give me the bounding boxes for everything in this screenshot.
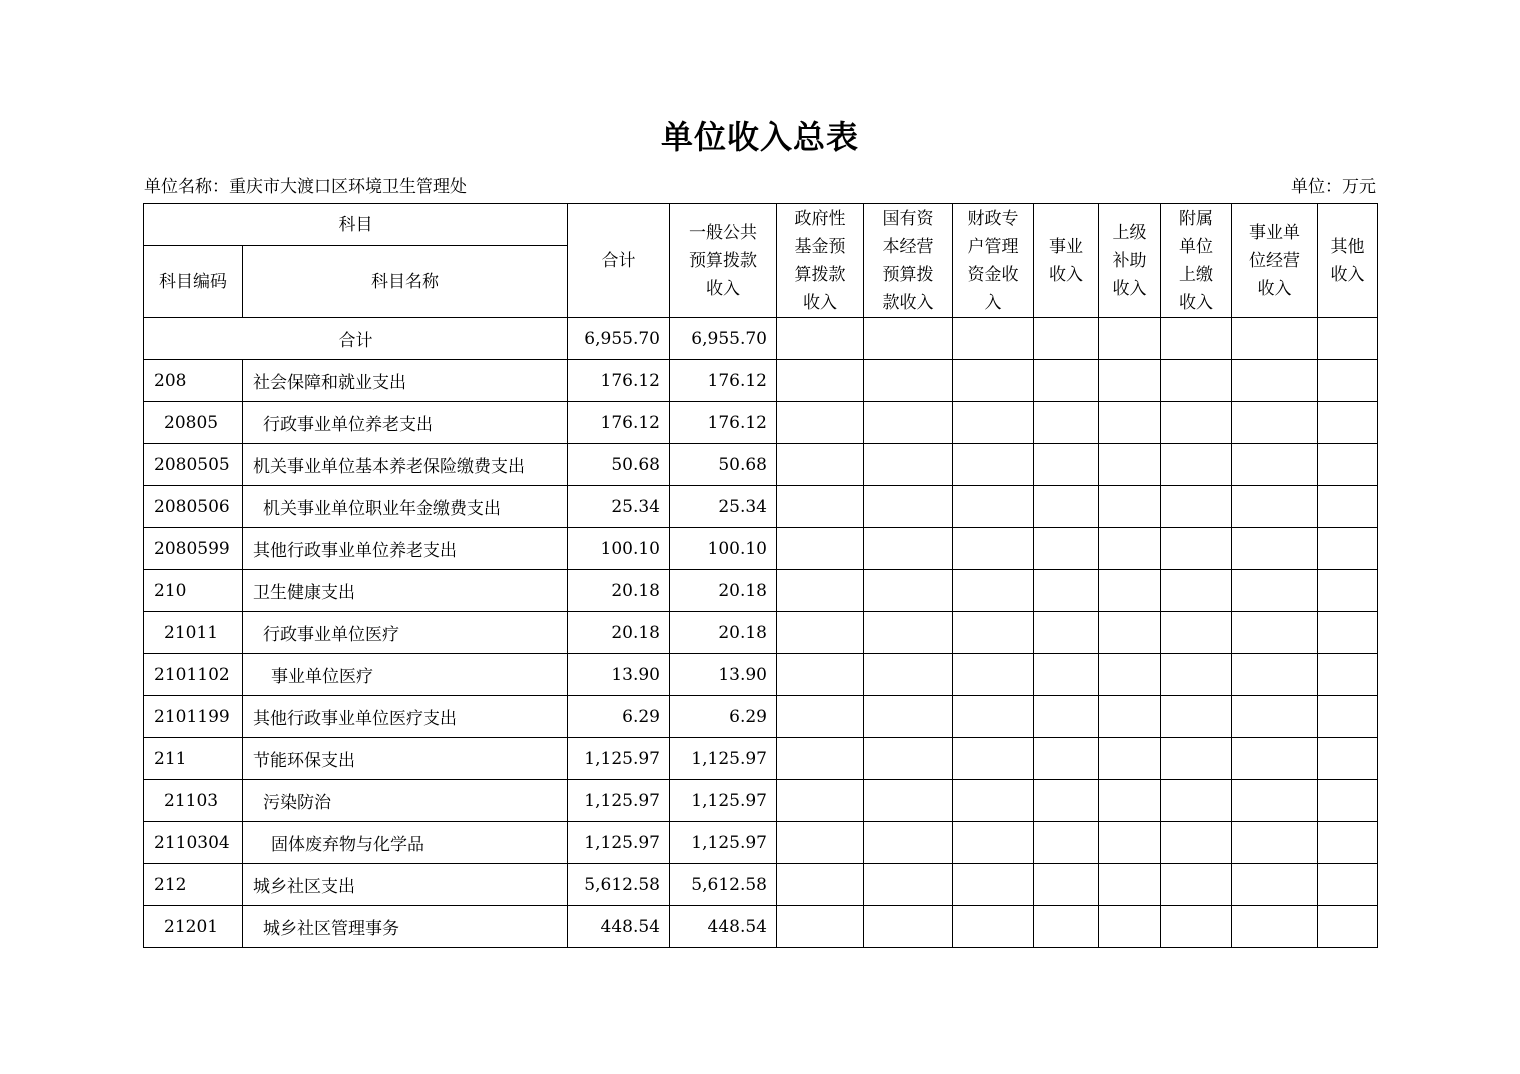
empty-cell bbox=[1232, 864, 1318, 906]
subject-code-cell: 210 bbox=[144, 570, 243, 612]
empty-cell bbox=[953, 822, 1034, 864]
subject-code-cell: 2101102 bbox=[144, 654, 243, 696]
empty-cell bbox=[1099, 444, 1161, 486]
subject-code-cell: 20805 bbox=[144, 402, 243, 444]
empty-cell bbox=[777, 444, 864, 486]
empty-cell bbox=[1232, 696, 1318, 738]
empty-cell bbox=[1099, 780, 1161, 822]
empty-cell bbox=[1232, 780, 1318, 822]
empty-cell bbox=[777, 864, 864, 906]
empty-cell bbox=[1161, 360, 1232, 402]
general-budget-cell: 100.10 bbox=[670, 528, 777, 570]
empty-cell bbox=[1161, 612, 1232, 654]
empty-cell bbox=[777, 822, 864, 864]
empty-cell bbox=[1034, 822, 1099, 864]
empty-cell bbox=[953, 906, 1034, 948]
empty-cell bbox=[1161, 654, 1232, 696]
table-body bbox=[144, 360, 1378, 948]
general-budget-cell: 6.29 bbox=[670, 696, 777, 738]
empty-cell bbox=[953, 780, 1034, 822]
total-cell: 1,125.97 bbox=[568, 738, 670, 780]
empty-cell bbox=[1099, 486, 1161, 528]
empty-cell bbox=[1034, 486, 1099, 528]
page-title: 单位收入总表 bbox=[660, 118, 859, 156]
total-cell: 20.18 bbox=[568, 612, 670, 654]
empty-cell bbox=[864, 360, 953, 402]
empty-cell bbox=[777, 738, 864, 780]
empty-cell bbox=[777, 486, 864, 528]
empty-cell bbox=[777, 780, 864, 822]
empty-cell bbox=[953, 486, 1034, 528]
empty-cell bbox=[1318, 360, 1378, 402]
empty-cell bbox=[1232, 444, 1318, 486]
empty-cell bbox=[1232, 402, 1318, 444]
table-row bbox=[144, 486, 1378, 528]
subject-name-cell: 社会保障和就业支出 bbox=[243, 360, 568, 402]
empty-cell bbox=[777, 360, 864, 402]
subject-name-cell: 固体废弃物与化学品 bbox=[243, 822, 568, 864]
total-cell: 20.18 bbox=[568, 570, 670, 612]
empty-cell bbox=[1318, 528, 1378, 570]
subject-name-cell: 其他行政事业单位医疗支出 bbox=[243, 696, 568, 738]
subject-code-cell: 2080599 bbox=[144, 528, 243, 570]
header-other-income: 其他收入 bbox=[1318, 204, 1378, 318]
general-budget-cell: 176.12 bbox=[670, 402, 777, 444]
empty-cell bbox=[1099, 654, 1161, 696]
empty-cell bbox=[1034, 738, 1099, 780]
header-superior-subsidy: 上级补助收入 bbox=[1099, 204, 1161, 318]
empty-cell bbox=[953, 360, 1034, 402]
subject-code-cell: 2110304 bbox=[144, 822, 243, 864]
empty-cell bbox=[864, 906, 953, 948]
empty-cell bbox=[1232, 360, 1318, 402]
empty-cell bbox=[1232, 612, 1318, 654]
empty-cell bbox=[1318, 402, 1378, 444]
header-fiscal-account: 财政专户管理资金收入 bbox=[953, 204, 1034, 318]
empty-cell bbox=[1034, 696, 1099, 738]
empty-cell bbox=[1099, 402, 1161, 444]
empty-cell bbox=[953, 570, 1034, 612]
empty-cell bbox=[864, 864, 953, 906]
table-row bbox=[144, 444, 1378, 486]
total-cell: 448.54 bbox=[568, 906, 670, 948]
empty-cell bbox=[953, 738, 1034, 780]
empty-cell bbox=[1318, 444, 1378, 486]
subject-code-cell: 212 bbox=[144, 864, 243, 906]
empty-cell bbox=[777, 696, 864, 738]
empty-cell bbox=[864, 528, 953, 570]
empty-cell bbox=[1318, 906, 1378, 948]
empty-cell bbox=[864, 696, 953, 738]
total-cell: 13.90 bbox=[568, 654, 670, 696]
empty-cell bbox=[864, 486, 953, 528]
empty-cell bbox=[1099, 528, 1161, 570]
general-budget-cell: 50.68 bbox=[670, 444, 777, 486]
subject-code-cell: 2080505 bbox=[144, 444, 243, 486]
empty-cell bbox=[1034, 444, 1099, 486]
subject-code-cell: 21011 bbox=[144, 612, 243, 654]
empty-cell bbox=[864, 822, 953, 864]
empty-cell bbox=[1318, 612, 1378, 654]
empty-cell bbox=[953, 696, 1034, 738]
empty-cell bbox=[1232, 654, 1318, 696]
general-budget-cell: 1,125.97 bbox=[670, 738, 777, 780]
header-business-income: 事业收入 bbox=[1034, 204, 1099, 318]
table-row bbox=[144, 906, 1378, 948]
total-row bbox=[144, 318, 1378, 360]
header-general-budget: 一般公共预算拨款收入 bbox=[670, 204, 777, 318]
empty-cell bbox=[1318, 822, 1378, 864]
empty-cell bbox=[1099, 570, 1161, 612]
total-cell: 50.68 bbox=[568, 444, 670, 486]
header-affiliated-income: 附属单位上缴收入 bbox=[1161, 204, 1232, 318]
empty-cell bbox=[777, 570, 864, 612]
table-row bbox=[144, 780, 1378, 822]
empty-cell bbox=[864, 570, 953, 612]
table-row bbox=[144, 570, 1378, 612]
empty-cell bbox=[1034, 360, 1099, 402]
general-budget-cell: 25.34 bbox=[670, 486, 777, 528]
empty-cell bbox=[1318, 654, 1378, 696]
empty-cell bbox=[1232, 822, 1318, 864]
empty-cell bbox=[1099, 906, 1161, 948]
empty-cell bbox=[1161, 402, 1232, 444]
empty-cell bbox=[1034, 864, 1099, 906]
subject-code-cell: 208 bbox=[144, 360, 243, 402]
general-budget-cell: 176.12 bbox=[670, 360, 777, 402]
subject-code-cell: 21103 bbox=[144, 780, 243, 822]
empty-cell bbox=[1161, 822, 1232, 864]
empty-cell bbox=[1034, 780, 1099, 822]
header-total: 合计 bbox=[568, 204, 670, 318]
subject-name-cell: 污染防治 bbox=[243, 780, 568, 822]
table-row bbox=[144, 612, 1378, 654]
empty-cell bbox=[1232, 738, 1318, 780]
empty-cell bbox=[1318, 570, 1378, 612]
empty-cell bbox=[1232, 906, 1318, 948]
empty-cell bbox=[777, 654, 864, 696]
table-row bbox=[144, 360, 1378, 402]
empty-cell bbox=[953, 612, 1034, 654]
empty-cell bbox=[953, 528, 1034, 570]
empty-cell bbox=[1161, 696, 1232, 738]
total-cell: 5,612.58 bbox=[568, 864, 670, 906]
empty-cell bbox=[1161, 864, 1232, 906]
empty-cell bbox=[1099, 738, 1161, 780]
general-budget-cell: 5,612.58 bbox=[670, 864, 777, 906]
empty-cell bbox=[864, 780, 953, 822]
total-cell: 25.34 bbox=[568, 486, 670, 528]
table-row bbox=[144, 864, 1378, 906]
empty-cell bbox=[864, 654, 953, 696]
empty-cell bbox=[1161, 570, 1232, 612]
subject-code-cell: 2101199 bbox=[144, 696, 243, 738]
general-budget-cell: 1,125.97 bbox=[670, 780, 777, 822]
table-row bbox=[144, 696, 1378, 738]
empty-cell bbox=[953, 864, 1034, 906]
empty-cell bbox=[1099, 360, 1161, 402]
empty-cell bbox=[1161, 906, 1232, 948]
empty-cell bbox=[1099, 612, 1161, 654]
header-subject: 科目 bbox=[144, 204, 568, 246]
subject-name-cell: 城乡社区支出 bbox=[243, 864, 568, 906]
empty-cell bbox=[864, 402, 953, 444]
unit-name: 单位名称：重庆市大渡口区环境卫生管理处 bbox=[144, 177, 467, 197]
subject-name-cell: 行政事业单位养老支出 bbox=[243, 402, 568, 444]
empty-cell bbox=[1318, 696, 1378, 738]
total-row-general: 6,955.70 bbox=[670, 318, 777, 360]
general-budget-cell: 1,125.97 bbox=[670, 822, 777, 864]
empty-cell bbox=[1318, 780, 1378, 822]
subject-code-cell: 211 bbox=[144, 738, 243, 780]
total-row-label: 合计 bbox=[144, 318, 568, 360]
empty-cell bbox=[1318, 864, 1378, 906]
empty-cell bbox=[1034, 402, 1099, 444]
empty-cell bbox=[1318, 486, 1378, 528]
total-cell: 100.10 bbox=[568, 528, 670, 570]
header-gov-fund: 政府性基金预算拨款收入 bbox=[777, 204, 864, 318]
subject-name-cell: 机关事业单位基本养老保险缴费支出 bbox=[243, 444, 568, 486]
subject-name-cell: 事业单位医疗 bbox=[243, 654, 568, 696]
table-row bbox=[144, 738, 1378, 780]
subject-code-cell: 2080506 bbox=[144, 486, 243, 528]
general-budget-cell: 20.18 bbox=[670, 570, 777, 612]
empty-cell bbox=[777, 612, 864, 654]
empty-cell bbox=[953, 444, 1034, 486]
empty-cell bbox=[777, 528, 864, 570]
header-state-capital: 国有资本经营预算拨款收入 bbox=[864, 204, 953, 318]
empty-cell bbox=[953, 654, 1034, 696]
subject-name-cell: 卫生健康支出 bbox=[243, 570, 568, 612]
empty-cell bbox=[777, 402, 864, 444]
total-cell: 6.29 bbox=[568, 696, 670, 738]
total-cell: 176.12 bbox=[568, 360, 670, 402]
income-summary-table bbox=[143, 203, 1378, 948]
empty-cell bbox=[1318, 738, 1378, 780]
table-row bbox=[144, 402, 1378, 444]
total-cell: 176.12 bbox=[568, 402, 670, 444]
subject-name-cell: 其他行政事业单位养老支出 bbox=[243, 528, 568, 570]
general-budget-cell: 13.90 bbox=[670, 654, 777, 696]
total-cell: 1,125.97 bbox=[568, 822, 670, 864]
empty-cell bbox=[864, 612, 953, 654]
empty-cell bbox=[864, 444, 953, 486]
table-row bbox=[144, 654, 1378, 696]
empty-cell bbox=[1161, 528, 1232, 570]
empty-cell bbox=[1099, 864, 1161, 906]
total-row-total: 6,955.70 bbox=[568, 318, 670, 360]
empty-cell bbox=[953, 402, 1034, 444]
empty-cell bbox=[1161, 486, 1232, 528]
empty-cell bbox=[1099, 696, 1161, 738]
subject-name-cell: 节能环保支出 bbox=[243, 738, 568, 780]
empty-cell bbox=[1034, 906, 1099, 948]
header-subject-name: 科目名称 bbox=[243, 246, 568, 318]
empty-cell bbox=[1099, 822, 1161, 864]
empty-cell bbox=[1161, 444, 1232, 486]
subject-name-cell: 行政事业单位医疗 bbox=[243, 612, 568, 654]
unit-label: 单位：万元 bbox=[1291, 177, 1376, 197]
empty-cell bbox=[1034, 528, 1099, 570]
general-budget-cell: 448.54 bbox=[670, 906, 777, 948]
empty-cell bbox=[1161, 738, 1232, 780]
empty-cell bbox=[1232, 570, 1318, 612]
subject-name-cell: 城乡社区管理事务 bbox=[243, 906, 568, 948]
header-operating-income: 事业单位经营收入 bbox=[1232, 204, 1318, 318]
empty-cell bbox=[1232, 528, 1318, 570]
empty-cell bbox=[1232, 486, 1318, 528]
subject-name-cell: 机关事业单位职业年金缴费支出 bbox=[243, 486, 568, 528]
table-row bbox=[144, 822, 1378, 864]
empty-cell bbox=[777, 906, 864, 948]
header-subject-code: 科目编码 bbox=[144, 246, 243, 318]
empty-cell bbox=[1161, 780, 1232, 822]
empty-cell bbox=[1034, 612, 1099, 654]
general-budget-cell: 20.18 bbox=[670, 612, 777, 654]
empty-cell bbox=[1034, 654, 1099, 696]
empty-cell bbox=[864, 738, 953, 780]
table-row bbox=[144, 528, 1378, 570]
subject-code-cell: 21201 bbox=[144, 906, 243, 948]
empty-cell bbox=[1034, 570, 1099, 612]
total-cell: 1,125.97 bbox=[568, 780, 670, 822]
